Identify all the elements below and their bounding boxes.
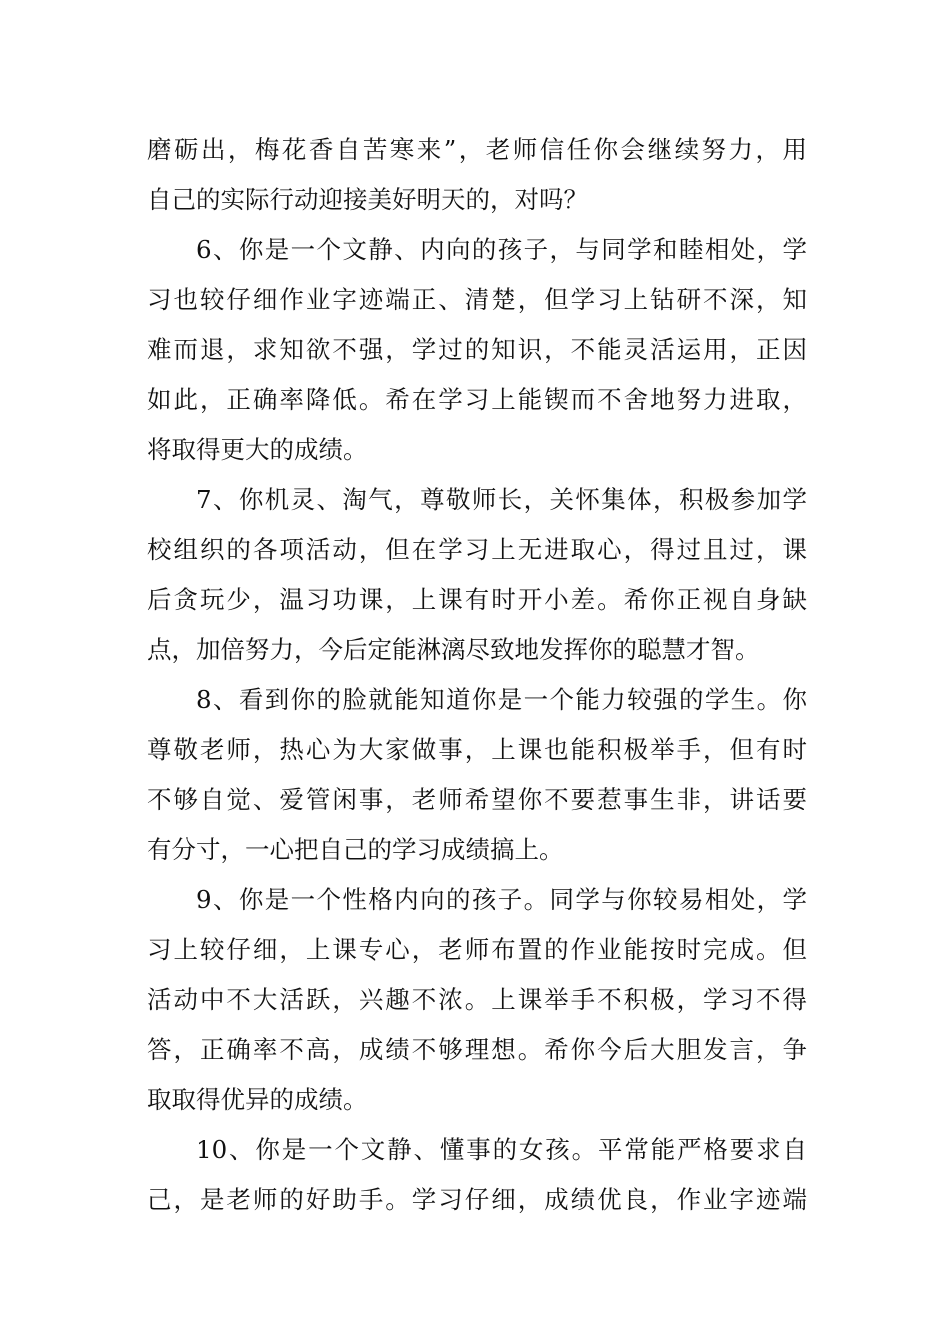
text-line: 取取得优异的成绩。 (147, 1085, 368, 1114)
paragraph-start-9: 9、你是一个性格内向的孩子。同学与你较易相处，学 (196, 885, 807, 914)
text-line: 难而退，求知欲不强，学过的知识，不能灵活运用，正因 (147, 335, 807, 364)
text-line: 习也较仔细作业字迹端正、清楚，但学习上钻研不深，知 (147, 285, 807, 314)
text-line: 答，正确率不高，成绩不够理想。希你今后大胆发言，争 (147, 1035, 807, 1064)
text-line: 如此，正确率降低。希在学习上能锲而不舍地努力进取， (147, 385, 807, 414)
text-line: 后贪玩少，温习功课，上课有时开小差。希你正视自身缺 (147, 585, 807, 614)
text-line: 点，加倍努力，今后定能淋漓尽致地发挥你的聪慧才智。 (147, 635, 760, 664)
text-line: 校组织的各项活动，但在学习上无进取心，得过且过，课 (147, 535, 807, 564)
text-line: 尊敬老师，热心为大家做事，上课也能积极举手，但有时 (147, 735, 807, 764)
paragraph-start-8: 8、看到你的脸就能知道你是一个能力较强的学生。你 (196, 685, 807, 714)
text-line: 己，是老师的好助手。学习仔细，成绩优良，作业字迹端 (147, 1185, 807, 1214)
paragraph-start-6: 6、你是一个文静、内向的孩子，与同学和睦相处，学 (196, 235, 807, 264)
text-line: 磨砺出，梅花香自苦寒来”，老师信任你会继续努力，用 (147, 135, 807, 164)
paragraph-start-7: 7、你机灵、淘气，尊敬师长，关怀集体，积极参加学 (196, 485, 807, 514)
text-line: 不够自觉、爱管闲事，老师希望你不要惹事生非，讲话要 (147, 785, 807, 814)
text-line: 有分寸，一心把自己的学习成绩搞上。 (147, 835, 564, 864)
text-line: 活动中不大活跃，兴趣不浓。上课举手不积极，学习不得 (147, 985, 807, 1014)
text-line: 自己的实际行动迎接美好明天的，对吗？ (147, 185, 588, 214)
text-line: 将取得更大的成绩。 (147, 435, 368, 464)
text-line: 习上较仔细，上课专心，老师布置的作业能按时完成。但 (147, 935, 807, 964)
paragraph-start-10: 10、你是一个文静、懂事的女孩。平常能严格要求自 (196, 1135, 807, 1164)
